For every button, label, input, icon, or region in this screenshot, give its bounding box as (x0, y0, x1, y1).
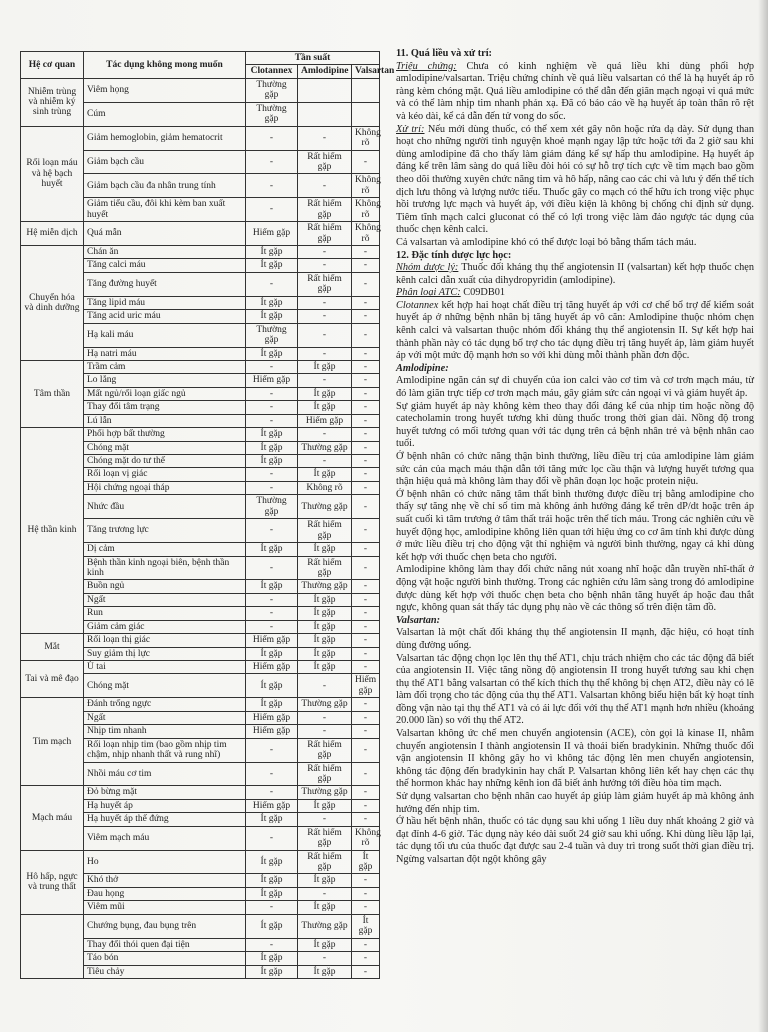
valsartan-frequency-cell: - (352, 374, 380, 387)
amlodipine-frequency-cell (298, 102, 352, 126)
adverse-effect-cell: Chóng mặt do tư thế (84, 455, 246, 468)
adverse-effect-cell: Bệnh thần kinh ngoại biên, bệnh thần kinh (84, 556, 246, 580)
adverse-effect-cell: Hội chứng ngoại tháp (84, 481, 246, 494)
adverse-effect-cell: Chóng mặt (84, 441, 246, 454)
organ-system-cell: Hệ miễn dịch (21, 222, 84, 246)
clotannex-frequency-cell: Hiếm gặp (246, 374, 298, 387)
adverse-effect-cell: Giảm bạch cầu đa nhân trung tính (84, 174, 246, 198)
adverse-effect-cell: Phối hợp bất thường (84, 428, 246, 441)
amlodipine-frequency-cell: Thường gặp (298, 698, 352, 711)
clotannex-frequency-cell: - (246, 901, 298, 914)
amlodipine-frequency-cell: - (298, 428, 352, 441)
clotannex-frequency-cell: Ít gặp (246, 455, 298, 468)
adverse-effect-cell: Tăng calci máu (84, 259, 246, 272)
pharmacologic-group: Nhóm dược lý: Thuốc đối kháng thụ thể angiotensin II (valsartan) kết hợp thuốc chẹn kênh calci dẫn xuất của dihydropyridin (amlodipine). (396, 262, 754, 286)
valsartan-frequency-cell: - (352, 938, 380, 951)
valsartan-frequency-cell: - (352, 360, 380, 373)
adverse-effect-cell: Ù tai (84, 661, 246, 674)
adverse-effect-cell: Tăng acid uric máu (84, 310, 246, 323)
clotannex-frequency-cell: Thường gặp (246, 78, 298, 102)
amlodipine-frequency-cell: - (298, 310, 352, 323)
clotannex-frequency-cell: - (246, 786, 298, 799)
amlodipine-frequency-cell: Rất hiếm gặp (298, 198, 352, 222)
amlodipine-frequency-cell: - (298, 374, 352, 387)
organ-system-cell: Hô hấp, ngực và trung thất (21, 850, 84, 914)
clotannex-frequency-cell: - (246, 387, 298, 400)
amlodipine-frequency-cell: Rất hiếm gặp (298, 519, 352, 543)
clotannex-frequency-cell: Ít gặp (246, 813, 298, 826)
clotannex-frequency-cell: - (246, 556, 298, 580)
adverse-effect-cell: Nhịp tim nhanh (84, 725, 246, 738)
amlodipine-frequency-cell: Ít gặp (298, 799, 352, 812)
table-row (21, 428, 380, 441)
amlodipine-frequency-cell: Thường gặp (298, 786, 352, 799)
valsartan-frequency-cell: - (352, 965, 380, 978)
valsartan-frequency-cell: - (352, 543, 380, 556)
organ-system-cell (21, 914, 84, 978)
clotannex-frequency-cell: - (246, 401, 298, 414)
table-row (21, 634, 380, 647)
valsartan-frequency-cell: - (352, 455, 380, 468)
amlodipine-frequency-cell: - (298, 259, 352, 272)
valsartan-frequency-cell: - (352, 246, 380, 259)
amlodipine-frequency-cell: Ít gặp (298, 634, 352, 647)
table-row (21, 786, 380, 799)
valsartan-frequency-cell: - (352, 347, 380, 360)
clotannex-frequency-cell: - (246, 198, 298, 222)
amlodipine-frequency-cell: - (298, 126, 352, 150)
valsartan-frequency-cell: - (352, 786, 380, 799)
valsartan-frequency-cell: Hiếm gặp (352, 674, 380, 698)
organ-system-cell: Mắt (21, 634, 84, 661)
amlodipine-frequency-cell: - (298, 296, 352, 309)
adverse-effect-cell: Thay đổi tâm trạng (84, 401, 246, 414)
clotannex-frequency-cell: Ít gặp (246, 347, 298, 360)
text-column (396, 48, 754, 867)
valsartan-frequency-cell: - (352, 762, 380, 786)
section-11-title: 11. Quá liều và xử trí: (396, 48, 492, 59)
amlodipine-frequency-cell: Ít gặp (298, 647, 352, 660)
adverse-effect-cell: Viêm mũi (84, 901, 246, 914)
amlodipine-frequency-cell: Ít gặp (298, 401, 352, 414)
clotannex-frequency-cell: Ít gặp (246, 952, 298, 965)
valsartan-frequency-cell: - (352, 296, 380, 309)
clotannex-frequency-cell: - (246, 481, 298, 494)
amlodipine-frequency-cell: - (298, 711, 352, 724)
organ-system-cell: Tai và mê đạo (21, 661, 84, 698)
valsartan-frequency-cell: - (352, 887, 380, 900)
adverse-effect-cell: Lú lẫn (84, 414, 246, 427)
clotannex-frequency-cell: - (246, 620, 298, 633)
adverse-effect-cell: Tăng đường huyết (84, 272, 246, 296)
valsartan-paragraph-4: Sử dụng valsartan cho bệnh nhân cao huyết áp giúp làm giảm huyết áp mà không ảnh hưởng đến nhịp tim. (396, 791, 754, 815)
table-row (21, 78, 380, 102)
adverse-effects-table (20, 51, 395, 979)
amlodipine-frequency-cell: - (298, 174, 352, 198)
adverse-effect-cell: Khó thở (84, 874, 246, 887)
clotannex-frequency-cell: Ít gặp (246, 850, 298, 874)
valsartan-frequency-cell: - (352, 519, 380, 543)
adverse-effect-cell: Ho (84, 850, 246, 874)
amlodipine-frequency-cell: Thường gặp (298, 914, 352, 938)
adverse-effect-cell: Chán ăn (84, 246, 246, 259)
clotannex-frequency-cell: Ít gặp (246, 580, 298, 593)
adverse-effect-cell: Táo bón (84, 952, 246, 965)
valsartan-frequency-cell: - (352, 556, 380, 580)
valsartan-frequency-cell: Không rõ (352, 826, 380, 850)
clotannex-frequency-cell: - (246, 174, 298, 198)
valsartan-frequency-cell: - (352, 901, 380, 914)
adverse-effect-cell: Rối loạn nhịp tim (bao gồm nhịp tim chậm, nhịp nhanh thất và rung nhĩ) (84, 738, 246, 762)
amlodipine-frequency-cell: Ít gặp (298, 607, 352, 620)
amlodipine-frequency-cell: Ít gặp (298, 543, 352, 556)
clotannex-frequency-cell: Ít gặp (246, 914, 298, 938)
adverse-effect-cell: Chóng mặt (84, 674, 246, 698)
amlodipine-frequency-cell: Ít gặp (298, 360, 352, 373)
adverse-effect-cell: Giảm cảm giác (84, 620, 246, 633)
adverse-effect-cell: Dị cảm (84, 543, 246, 556)
clotannex-frequency-cell: - (246, 126, 298, 150)
adverse-effect-cell: Cúm (84, 102, 246, 126)
clotannex-frequency-cell: Hiếm gặp (246, 799, 298, 812)
amlodipine-frequency-cell: Ít gặp (298, 874, 352, 887)
header-effect: Tác dụng không mong muốn (84, 52, 246, 79)
valsartan-frequency-cell: - (352, 441, 380, 454)
header-valsartan: Valsartan (352, 65, 380, 78)
adverse-effect-cell: Tiêu chảy (84, 965, 246, 978)
valsartan-frequency-cell: Ít gặp (352, 914, 380, 938)
amlodipine-frequency-cell: Ít gặp (298, 901, 352, 914)
amlodipine-heading: Amlodipine: (396, 362, 449, 374)
valsartan-frequency-cell: Ít gặp (352, 850, 380, 874)
clotannex-description: Clotannex kết hợp hai hoạt chất điều trị tăng huyết áp với cơ chế bổ trợ để kiểm soát huyết áp ở những bệnh nhân bị tăng huyết áp vô căn: Amlodipine thuộc nhóm chẹn kênh calci và valsartan thuộc nhóm đối kháng thụ thể angiotensin II. Sự kết hợp hai thành phần này có tác dụng bổ trợ cho tác dụng điều trị tăng huyết áp, làm giảm huyết áp với một mức độ mạnh hơn so với khi dùng mỗi thành phần đơn độc. (396, 299, 754, 362)
amlodipine-paragraph-3: Ở bệnh nhân có chức năng thận bình thường, liều điều trị của amlodipine làm giảm sức cản của mạch máu thận dẫn tới tăng mức lọc cầu thận và lượng huyết tương qua thận hiệu quả mà không làm thay đổi về phân đoạn lọc hoặc protein niệu. (396, 451, 754, 488)
adverse-effect-cell: Buồn ngủ (84, 580, 246, 593)
valsartan-paragraph-1: Valsartan là một chất đối kháng thụ thể angiotensin II mạnh, đặc hiệu, có hoạt tính dùng đường uống. (396, 627, 754, 651)
clotannex-frequency-cell: Hiếm gặp (246, 725, 298, 738)
overdose-symptoms: Triệu chứng: Chưa có kinh nghiệm về quá liều khi dùng phối hợp amlodipine/valsartan. Triệu chứng chính về quá liều valsartan có thể là hạ huyết áp rõ ràng kèm chóng mặt. Quá liều amlodipine có thể dẫn đến giãn mạch ngoại vi quá mức và có thể làm nhịp tim nhanh phản xạ. Đã có báo cáo về hạ huyết áp toàn thân rõ rệt và kéo dài, kể cả dẫn đến tử vong do sốc. (396, 60, 754, 122)
valsartan-frequency-cell: - (352, 580, 380, 593)
amlodipine-frequency-cell: Thường gặp (298, 495, 352, 519)
valsartan-frequency-cell: - (352, 414, 380, 427)
adverse-effect-cell: Hạ huyết áp (84, 799, 246, 812)
adverse-effect-cell: Hạ huyết áp thế đứng (84, 813, 246, 826)
amlodipine-frequency-cell: Không rõ (298, 481, 352, 494)
amlodipine-frequency-cell: - (298, 347, 352, 360)
valsartan-frequency-cell: - (352, 593, 380, 606)
amlodipine-frequency-cell: - (298, 887, 352, 900)
clotannex-frequency-cell: Ít gặp (246, 428, 298, 441)
valsartan-paragraph-2: Valsartan tác động chọn lọc lên thụ thể AT1, chịu trách nhiệm cho các tác động đã biết của angiotensin II. Việc tăng nồng độ angiotensin II trong huyết tương sau khi chẹn thụ thể AT1 bằng valsartan có thể kích thích thụ thể không bị chẹn AT2, điều này có lẽ làm đối trọng cho tác động của thụ thể AT1. Valsartan không biểu hiện bất kỳ hoạt tính đồng vận nào tại thụ thể AT1 và có ái lực đối với thụ thể AT1 mạnh hơn nhiều (khoảng 20.000 lần) so với thụ thể AT2. (396, 652, 754, 727)
amlodipine-frequency-cell: Rất hiếm gặp (298, 738, 352, 762)
clotannex-frequency-cell: - (246, 272, 298, 296)
header-organ: Hệ cơ quan (21, 52, 84, 79)
clotannex-frequency-cell: - (246, 519, 298, 543)
valsartan-frequency-cell: - (352, 661, 380, 674)
adverse-effect-cell: Giảm bạch cầu (84, 150, 246, 174)
amlodipine-frequency-cell: Ít gặp (298, 965, 352, 978)
table-row (21, 222, 380, 246)
adverse-effect-cell: Đỏ bừng mặt (84, 786, 246, 799)
organ-system-cell: Hệ thần kinh (21, 428, 84, 634)
clotannex-frequency-cell: - (246, 607, 298, 620)
organ-system-cell: Chuyển hóa và dinh dưỡng (21, 246, 84, 361)
clotannex-frequency-cell: - (246, 414, 298, 427)
valsartan-frequency-cell: - (352, 634, 380, 647)
table-row (21, 360, 380, 373)
valsartan-frequency-cell: - (352, 607, 380, 620)
valsartan-frequency-cell: - (352, 272, 380, 296)
valsartan-frequency-cell: Không rõ (352, 222, 380, 246)
clotannex-frequency-cell: - (246, 738, 298, 762)
header-amlodipine: Amlodipine (298, 65, 352, 78)
amlodipine-frequency-cell: Ít gặp (298, 661, 352, 674)
amlodipine-frequency-cell: Ít gặp (298, 468, 352, 481)
clotannex-frequency-cell: Ít gặp (246, 698, 298, 711)
page-edge-shadow (758, 0, 768, 1032)
table-row (21, 698, 380, 711)
adverse-effect-cell: Giảm tiểu cầu, đôi khi kèm ban xuất huyết (84, 198, 246, 222)
amlodipine-frequency-cell: Rất hiếm gặp (298, 826, 352, 850)
amlodipine-frequency-cell: Ít gặp (298, 620, 352, 633)
clotannex-frequency-cell: - (246, 826, 298, 850)
clotannex-frequency-cell: Hiếm gặp (246, 661, 298, 674)
amlodipine-frequency-cell: Thường gặp (298, 580, 352, 593)
organ-system-cell: Tâm thần (21, 360, 84, 427)
adverse-effect-cell: Nhồi máu cơ tim (84, 762, 246, 786)
clotannex-frequency-cell: Ít gặp (246, 887, 298, 900)
amlodipine-frequency-cell: Rất hiếm gặp (298, 850, 352, 874)
adverse-effect-cell: Viêm mạch máu (84, 826, 246, 850)
amlodipine-frequency-cell: Ít gặp (298, 387, 352, 400)
valsartan-frequency-cell: Không rõ (352, 126, 380, 150)
table-row (21, 661, 380, 674)
valsartan-paragraph-5: Ở hầu hết bệnh nhân, thuốc có tác dụng sau khi uống 1 liều duy nhất khoảng 2 giờ và đạt đỉnh 4-6 giờ. Tác dụng này kéo dài suốt 24 giờ sau khi uống. Khi dùng liều lặp lại, tác dụng tối ưu của thuốc đạt được sau 2-4 tuần và duy trì trong suốt thời gian điều trị. Ngừng valsartan đột ngột không gây (396, 816, 754, 865)
clotannex-frequency-cell: Ít gặp (246, 259, 298, 272)
valsartan-frequency-cell (352, 78, 380, 102)
clotannex-frequency-cell: - (246, 360, 298, 373)
valsartan-frequency-cell: - (352, 952, 380, 965)
amlodipine-frequency-cell: - (298, 952, 352, 965)
adverse-effect-cell: Rối loạn thị giác (84, 634, 246, 647)
adverse-effects-table-container (20, 51, 395, 979)
clotannex-frequency-cell: Ít gặp (246, 296, 298, 309)
amlodipine-frequency-cell: Hiếm gặp (298, 414, 352, 427)
atc-code: Phân loại ATC: C09DB01 (396, 287, 505, 299)
clotannex-frequency-cell: Thường gặp (246, 323, 298, 347)
table-row (21, 850, 380, 874)
amlodipine-paragraph-5: Amlodipine không làm thay đổi chức năng nút xoang nhĩ hoặc dẫn truyền nhĩ-thất ở động vật hoặc người bình thường. Trong các nghiên cứu lâm sàng trong đó amlodipine được dùng kết hợp với thuốc chẹn beta cho bệnh nhân tăng huyết áp hoặc đau thắt ngực, không quan sát thấy tác dụng phụ nào về các thông số trên điện tâm đồ. (396, 564, 754, 614)
adverse-effect-cell: Thay đổi thói quen đại tiện (84, 938, 246, 951)
adverse-effect-cell: Tăng trương lực (84, 519, 246, 543)
adverse-effect-cell: Đau họng (84, 887, 246, 900)
valsartan-frequency-cell: - (352, 711, 380, 724)
adverse-effect-cell: Chướng bụng, đau bụng trên (84, 914, 246, 938)
valsartan-frequency-cell: - (352, 401, 380, 414)
valsartan-frequency-cell: - (352, 259, 380, 272)
valsartan-frequency-cell: - (352, 323, 380, 347)
organ-system-cell: Tim mạch (21, 698, 84, 786)
amlodipine-frequency-cell: - (298, 674, 352, 698)
valsartan-frequency-cell: - (352, 799, 380, 812)
clotannex-frequency-cell: - (246, 468, 298, 481)
clotannex-frequency-cell: - (246, 593, 298, 606)
organ-system-cell: Mạch máu (21, 786, 84, 850)
header-clotannex: Clotannex (246, 65, 298, 78)
amlodipine-frequency-cell: - (298, 246, 352, 259)
amlodipine-frequency-cell: Rất hiếm gặp (298, 150, 352, 174)
amlodipine-frequency-cell: Rất hiếm gặp (298, 556, 352, 580)
valsartan-frequency-cell: - (352, 481, 380, 494)
valsartan-frequency-cell: - (352, 150, 380, 174)
adverse-effect-cell: Đánh trống ngực (84, 698, 246, 711)
amlodipine-frequency-cell: - (298, 323, 352, 347)
valsartan-paragraph-3: Valsartan không ức chế men chuyển angiotensin (ACE), còn gọi là kinase II, nhằm chuyển angiotensin I thành angiotensin II và thoái biến bradykinin. Những thuốc đối vận angiotensin II không gây ho vì không tác động lên men chuyển angiotensin, không tác động đến bradykinin hay chất P. Valsartan không liên kết hay chẹn các thụ thể hormon khác hay những kênh ion đã biết ảnh hưởng tới điều hòa tim mạch. (396, 728, 754, 790)
adverse-effect-cell: Nhức đầu (84, 495, 246, 519)
clotannex-frequency-cell: - (246, 938, 298, 951)
section-12-title: 12. Đặc tính dược lực học: (396, 249, 512, 261)
table-row (21, 246, 380, 259)
clotannex-frequency-cell: Ít gặp (246, 874, 298, 887)
adverse-effect-cell: Viêm họng (84, 78, 246, 102)
organ-system-cell: Nhiễm trùng và nhiễm ký sinh trùng (21, 78, 84, 126)
clotannex-frequency-cell: Thường gặp (246, 102, 298, 126)
clotannex-frequency-cell: Ít gặp (246, 246, 298, 259)
amlodipine-frequency-cell: Rất hiếm gặp (298, 272, 352, 296)
adverse-effect-cell: Ngất (84, 593, 246, 606)
adverse-effect-cell: Hạ kali máu (84, 323, 246, 347)
adverse-effect-cell: Run (84, 607, 246, 620)
organ-system-cell: Rối loạn máu và hệ bạch huyết (21, 126, 84, 222)
valsartan-frequency-cell: Không rõ (352, 198, 380, 222)
valsartan-heading: Valsartan: (396, 614, 441, 626)
amlodipine-paragraph-4: Ở bệnh nhân có chức năng tâm thất bình thường được điều trị bằng amlodipine cho thấy sự tăng nhẹ về chỉ số tim mà không ảnh hưởng đáng kể trên dP/dt hoặc trên áp suất cuối kì tâm trương ở tâm thất trái hoặc trên thể tích máu. Trong các nghiên cứu về huyết động học, amlodipine không liên quan tới hiệu ứng co cơ âm tính khi được dùng ở mức liều điều trị cho động vật thí nghiệm và người bình thường, ngay cả khi dùng kết hợp với thuốc chẹn beta cho người. (396, 488, 754, 563)
amlodipine-frequency-cell: - (298, 813, 352, 826)
amlodipine-frequency-cell: - (298, 455, 352, 468)
table-row (21, 126, 380, 150)
clotannex-frequency-cell: Ít gặp (246, 965, 298, 978)
adverse-effect-cell: Quá mẫn (84, 222, 246, 246)
valsartan-frequency-cell: - (352, 647, 380, 660)
valsartan-frequency-cell: - (352, 468, 380, 481)
valsartan-frequency-cell: - (352, 813, 380, 826)
amlodipine-paragraph-1: Amlodipine ngăn cản sự di chuyển của ion calci vào cơ tim và cơ trơn mạch máu, từ đó làm giãn trực tiếp cơ trơn mạch máu, gây giảm sức cản ngoại vi và giảm huyết áp. (396, 375, 754, 400)
clotannex-frequency-cell: Thường gặp (246, 495, 298, 519)
valsartan-frequency-cell: - (352, 738, 380, 762)
valsartan-frequency-cell: - (352, 725, 380, 738)
adverse-effect-cell: Trầm cảm (84, 360, 246, 373)
clotannex-frequency-cell: Ít gặp (246, 543, 298, 556)
amlodipine-frequency-cell: - (298, 725, 352, 738)
valsartan-frequency-cell: Không rõ (352, 174, 380, 198)
table-row (21, 914, 380, 938)
overdose-management: Xử trí: Nếu mới dùng thuốc, có thể xem xét gây nôn hoặc rửa dạ dày. Sử dụng than hoạt cho những người tình nguyện khoẻ mạnh ngay lập tức hoặc tới đa 2 giờ sau khi dùng amlodipine đã cho thấy làm giảm đáng kể sự hấp thu amlodipine. Hạ huyết áp đáng kể trên lâm sàng do quá liều đòi hỏi có sự hỗ trợ tích cực về tim mạch bao gồm theo dõi thường xuyên chức năng tim và hô hấp, nâng cao các chi và lưu ý đến thể tích dịch lưu thông và lượng nước tiểu. Thuốc gây co mạch có thể hữu ích trong việc phục hồi trương lực mạch và huyết áp, với điều kiện là không bị chống chỉ định sử dụng. Tiêm tĩnh mạch calci gluconat có thể có lợi trong việc làm đảo ngược tác dụng của thuốc chẹn kênh calci. (396, 123, 754, 236)
clotannex-frequency-cell: - (246, 762, 298, 786)
clotannex-frequency-cell: Hiếm gặp (246, 222, 298, 246)
valsartan-frequency-cell: - (352, 310, 380, 323)
amlodipine-frequency-cell: Rất hiếm gặp (298, 762, 352, 786)
clotannex-frequency-cell: Ít gặp (246, 674, 298, 698)
adverse-effect-cell: Hạ natri máu (84, 347, 246, 360)
clotannex-frequency-cell: Ít gặp (246, 441, 298, 454)
adverse-effect-cell: Mất ngủ/rối loạn giấc ngủ (84, 387, 246, 400)
amlodipine-paragraph-2: Sự giảm huyết áp này không kèm theo thay đổi đáng kể của nhịp tim hoặc nồng độ catecholamin trong huyết tương khi dùng thuốc trong thời gian dài. Nồng độ trong huyết tương có mối tương quan với tác dụng trên cả bệnh nhân trẻ và bệnh nhân cao tuổi. (396, 400, 754, 450)
amlodipine-frequency-cell: Ít gặp (298, 938, 352, 951)
adverse-effect-cell: Giảm hemoglobin, giảm hematocrit (84, 126, 246, 150)
valsartan-frequency-cell: - (352, 874, 380, 887)
header-frequency: Tần suất (246, 52, 380, 65)
adverse-effect-cell: Ngất (84, 711, 246, 724)
adverse-effect-cell: Suy giảm thị lực (84, 647, 246, 660)
valsartan-frequency-cell: - (352, 387, 380, 400)
amlodipine-frequency-cell (298, 78, 352, 102)
amlodipine-frequency-cell: Ít gặp (298, 593, 352, 606)
clotannex-frequency-cell: - (246, 150, 298, 174)
dialysis-note: Cả valsartan và amlodipine khó có thể được loại bỏ bằng thẩm tách máu. (396, 236, 697, 248)
clotannex-frequency-cell: Ít gặp (246, 310, 298, 323)
adverse-effect-cell: Rối loạn vị giác (84, 468, 246, 481)
valsartan-frequency-cell: - (352, 620, 380, 633)
adverse-effect-cell: Lo lắng (84, 374, 246, 387)
clotannex-frequency-cell: Hiếm gặp (246, 711, 298, 724)
clotannex-frequency-cell: Hiếm gặp (246, 634, 298, 647)
valsartan-frequency-cell: - (352, 495, 380, 519)
valsartan-frequency-cell: - (352, 428, 380, 441)
adverse-effect-cell: Tăng lipid máu (84, 296, 246, 309)
amlodipine-frequency-cell: Rất hiếm gặp (298, 222, 352, 246)
valsartan-frequency-cell (352, 102, 380, 126)
clotannex-frequency-cell: Ít gặp (246, 647, 298, 660)
valsartan-frequency-cell: - (352, 698, 380, 711)
amlodipine-frequency-cell: Thường gặp (298, 441, 352, 454)
